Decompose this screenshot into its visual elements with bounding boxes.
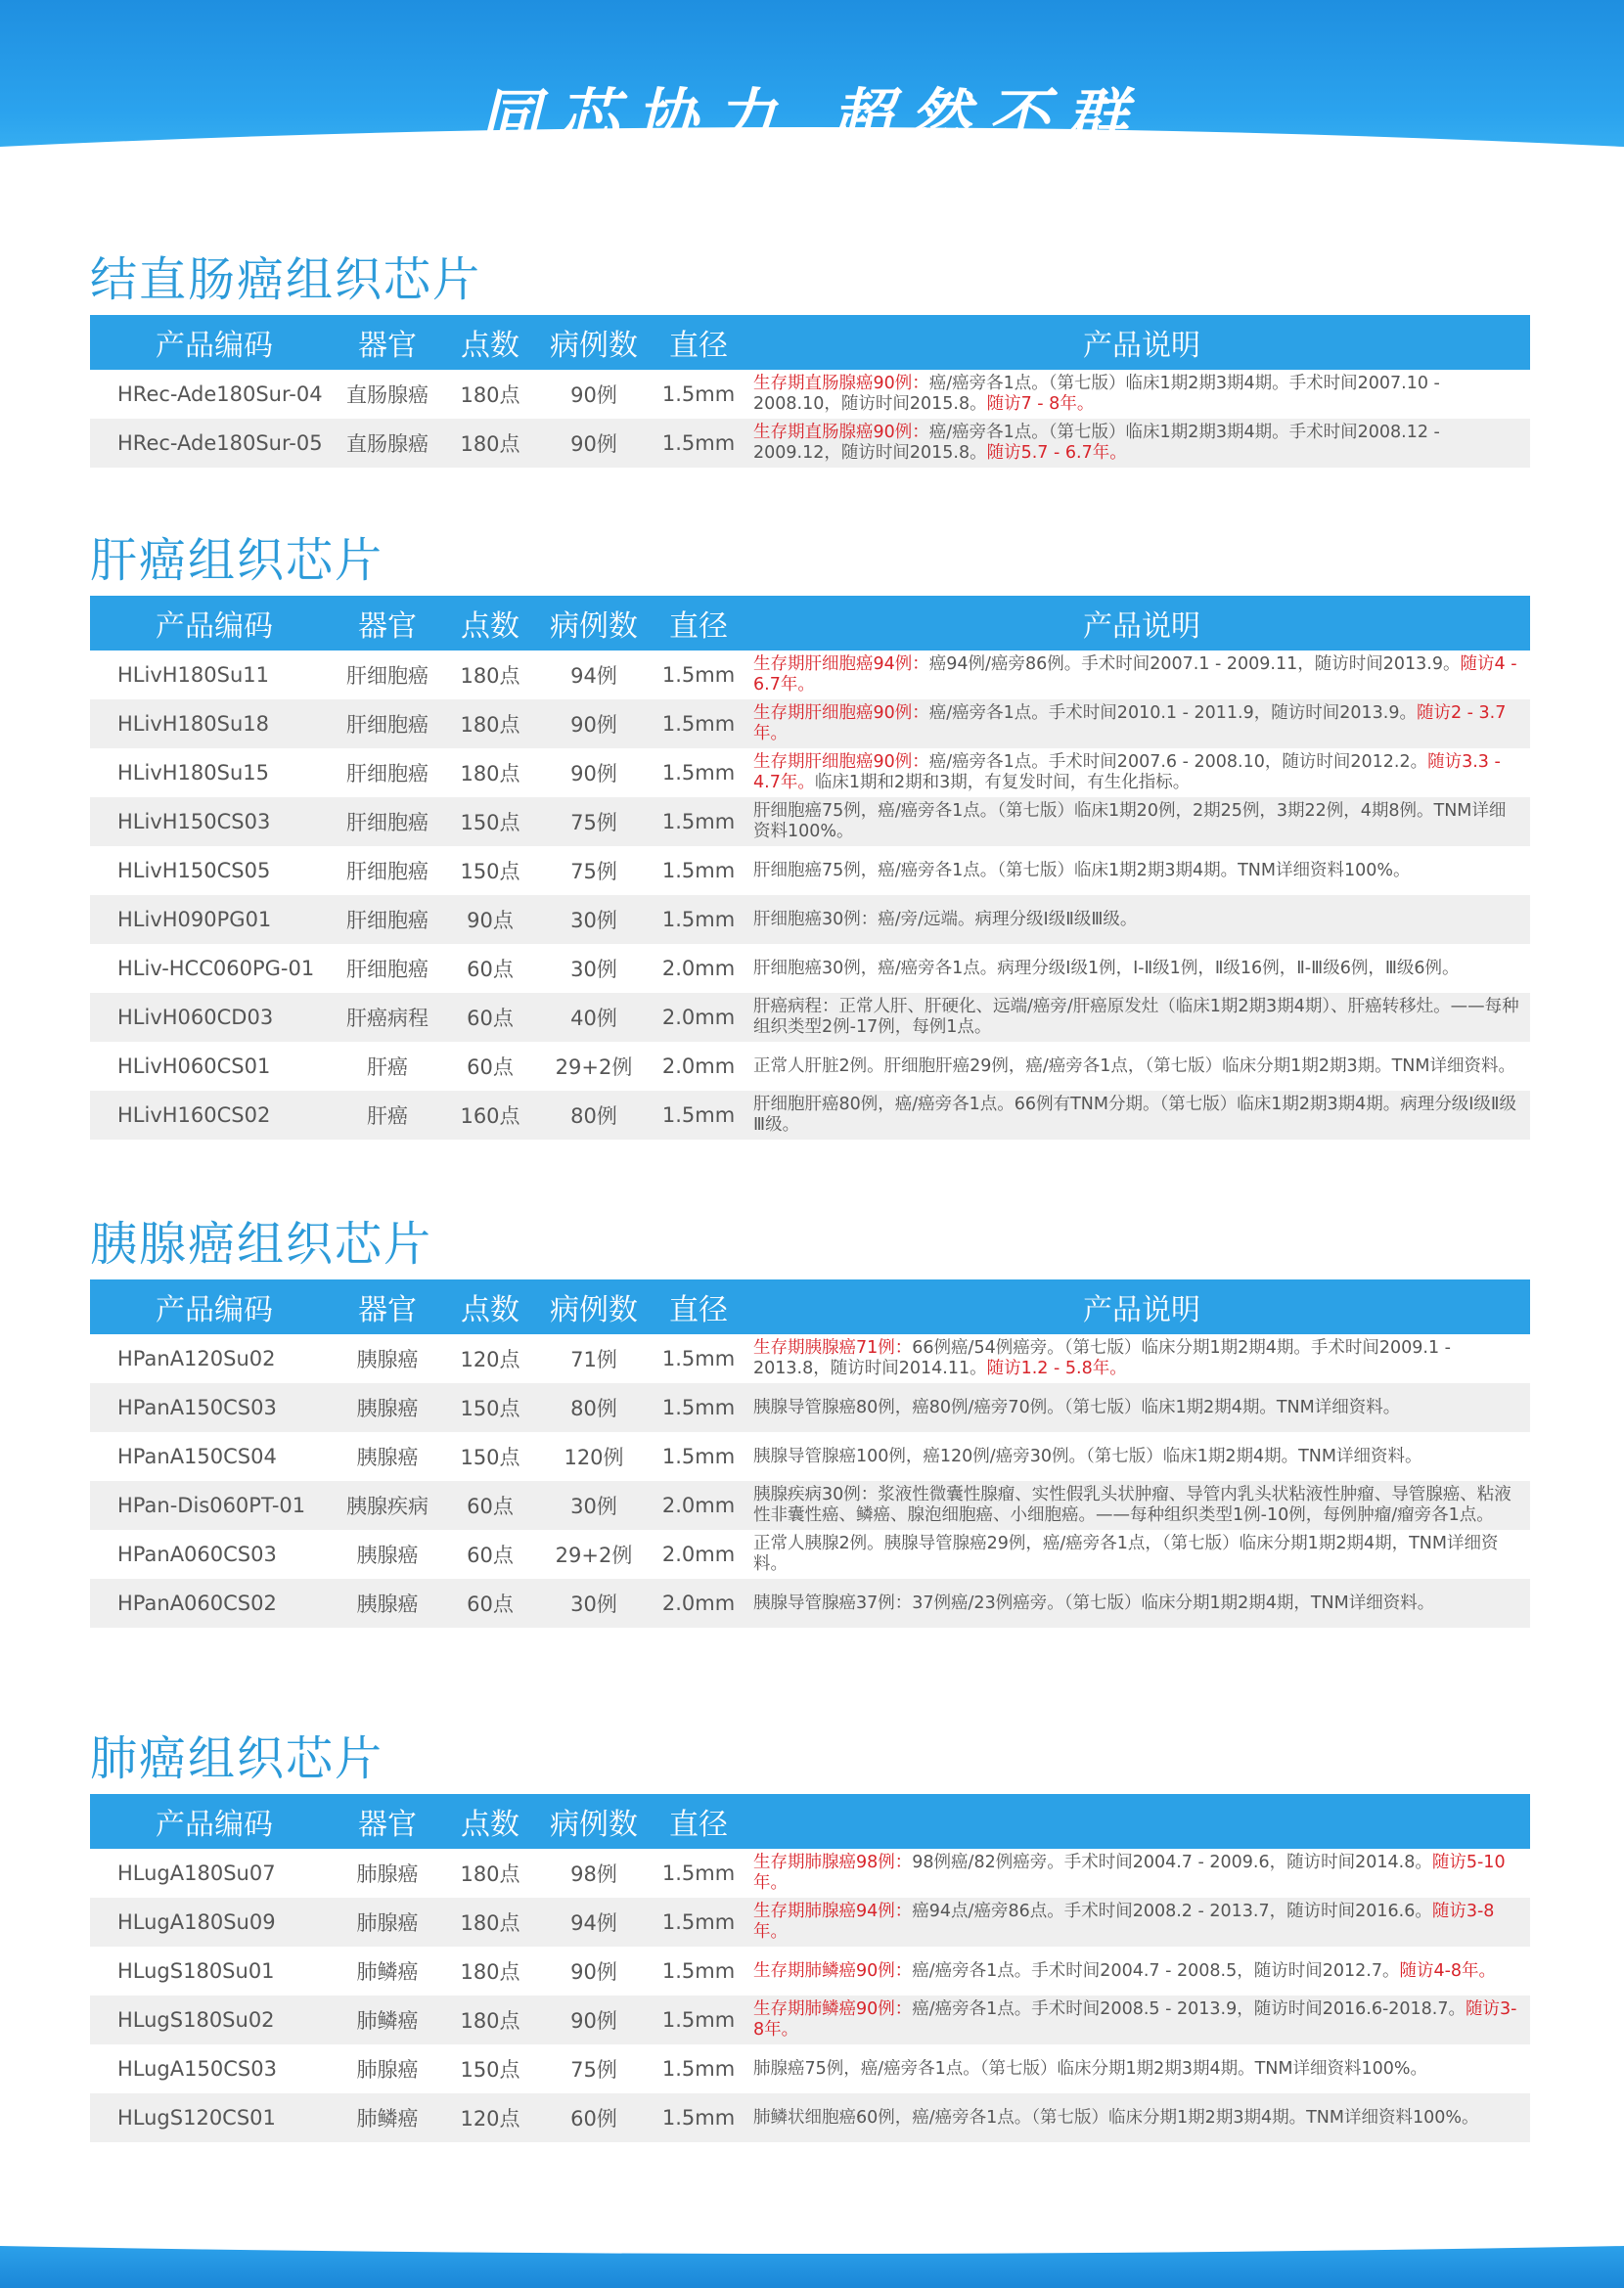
product-table: [90, 315, 1530, 468]
table-row: [90, 699, 1530, 748]
column-header: 器官: [358, 1808, 417, 1842]
section-pancreas: [90, 1209, 1530, 1628]
product-code: HLugS180Su01: [117, 1959, 275, 1983]
organ: 胰腺癌: [356, 1397, 419, 1420]
organ: 胰腺疾病: [346, 1495, 429, 1518]
description-text: 癌94例/癌旁86例。手术时间2007.1 - 2009.11，随访时间2013.9。: [928, 654, 1461, 674]
description-text: 肝细胞癌75例，癌/癌旁各1点。（第七版）临床1期2期3期4期。TNM详细资料100%。: [753, 860, 1411, 880]
description-text: 肝细胞肝癌80例，癌/癌旁各1点。66例有TNM分期。（第七版）临床1期2期3期4期。病理分级Ⅰ级Ⅱ级Ⅲ级。: [753, 1095, 1517, 1135]
description-highlight: 随访3-8年。: [753, 1999, 1517, 2040]
table-row: [90, 748, 1530, 797]
top-banner: [0, 0, 1624, 162]
organ: 肝细胞癌: [346, 713, 429, 737]
section-title: 胰腺癌组织芯片: [90, 1217, 433, 1272]
description-highlight: 随访5-10年。: [753, 1853, 1506, 1893]
diameter: 1.5mm: [661, 1910, 736, 1934]
case-count: 30例: [570, 1495, 617, 1518]
description-highlight: 生存期肝细胞癌90例：: [753, 752, 929, 772]
diameter: 2.0mm: [661, 1054, 736, 1078]
product-code: HPan-Dis060PT-01: [117, 1494, 306, 1517]
diameter: 1.5mm: [661, 1959, 736, 1983]
product-description: [753, 1849, 1530, 1898]
table-row: [90, 2093, 1530, 2142]
description-text: 正常人胰腺2例。胰腺导管腺癌29例，癌/癌旁各1点，（第七版）临床分期1期2期4期，TNM详细资料。: [753, 1534, 1499, 1574]
point-count: 180点: [460, 664, 520, 688]
column-header: 病例数: [550, 329, 638, 363]
column-header: 产品说明: [1083, 609, 1200, 644]
product-code: HLugA150CS03: [117, 2057, 277, 2081]
product-code: HLugA180Su07: [117, 1862, 276, 1885]
organ: 肝细胞癌: [346, 909, 429, 932]
description-highlight: 随访3-8年。: [753, 1902, 1495, 1942]
organ: 肝细胞癌: [346, 762, 429, 785]
point-count: 150点: [460, 1397, 520, 1420]
organ: 肝癌病程: [346, 1007, 429, 1030]
case-count: 90例: [570, 432, 617, 456]
case-count: 80例: [570, 1397, 617, 1420]
product-description: [753, 1383, 1530, 1432]
product-description: [753, 1996, 1530, 2044]
product-description: [753, 2093, 1530, 2142]
description-text: 肝细胞癌30例：癌/旁/远端。病理分级Ⅰ级Ⅱ级Ⅲ级。: [753, 909, 1138, 929]
description-text: 肝细胞癌75例，癌/癌旁各1点。（第七版）临床1期20例，2期25例，3期22例，4期8例。TNM详细资料100%。: [753, 801, 1507, 841]
diameter: 1.5mm: [661, 810, 736, 833]
diameter: 1.5mm: [661, 859, 736, 882]
case-count: 29+2例: [555, 1544, 633, 1567]
description-highlight: 生存期直肠腺癌90例：: [753, 423, 929, 442]
column-header: 产品编码: [156, 329, 273, 363]
product-description: [753, 1091, 1530, 1140]
organ: 肺鳞癌: [356, 2107, 419, 2131]
diameter: 1.5mm: [661, 1862, 736, 1885]
description-highlight: 生存期肺腺癌94例：: [753, 1902, 913, 1921]
column-header: 病例数: [550, 609, 638, 644]
diameter: 1.5mm: [661, 431, 736, 455]
point-count: 150点: [460, 2058, 520, 2082]
table-row: [90, 1383, 1530, 1432]
table-row: [90, 1849, 1530, 1898]
diameter: 1.5mm: [661, 2106, 736, 2130]
organ: 直肠腺癌: [346, 432, 429, 456]
point-count: 60点: [467, 1544, 514, 1567]
description-text: 癌/癌旁各1点。手术时间2007.6 - 2008.10，随访时间2012.2。: [928, 752, 1428, 772]
table-header-row: [90, 1279, 1530, 1334]
table-row: [90, 944, 1530, 993]
table-row: [90, 651, 1530, 699]
description-text: 癌/癌旁各1点。手术时间2008.5 - 2013.9，随访时间2016.6-2018.7。: [912, 1999, 1466, 2019]
column-header: 产品说明: [1083, 329, 1200, 363]
case-count: 90例: [570, 383, 617, 407]
product-code: HLivH160CS02: [117, 1103, 271, 1127]
column-header: 直径: [669, 609, 728, 644]
product-table: [90, 1794, 1530, 2142]
product-description: [753, 993, 1530, 1042]
description-highlight: 随访4-8年。: [1399, 1960, 1497, 1981]
point-count: 60点: [467, 958, 514, 981]
case-count: 80例: [570, 1104, 617, 1128]
product-code: HLivH060CS01: [117, 1054, 271, 1078]
description-text: 临床1期和2期和3期，有复发时间，有生化指标。: [814, 773, 1191, 792]
product-description: [753, 2044, 1530, 2093]
diameter: 2.0mm: [661, 1006, 736, 1029]
product-code: HLugS180Su02: [117, 2008, 275, 2032]
product-code: HPanA120Su02: [117, 1347, 276, 1370]
description-text: 胰腺导管腺癌80例，癌80例/癌旁70例。（第七版）临床1期2期4期。TNM详细资料。: [753, 1397, 1401, 1417]
point-count: 60点: [467, 1593, 514, 1616]
table-row: [90, 370, 1530, 419]
organ: 肺腺癌: [356, 1911, 419, 1935]
product-code: HLivH150CS05: [117, 859, 271, 882]
product-description: [753, 944, 1530, 993]
diameter: 2.0mm: [661, 1494, 736, 1517]
product-code: HLivH090PG01: [117, 908, 272, 931]
product-code: HLivH150CS03: [117, 810, 271, 833]
organ: 肝癌: [367, 1055, 408, 1079]
point-count: 60点: [467, 1007, 514, 1030]
diameter: 1.5mm: [661, 2008, 736, 2032]
point-count: 180点: [460, 1862, 520, 1886]
product-description: [753, 651, 1530, 699]
description-text: 66例癌/54例癌旁。（第七版）临床分期1期2期4期。手术时间2009.1 - 2013.8，随访时间2014.11。: [753, 1338, 1451, 1378]
diameter: 2.0mm: [661, 1592, 736, 1615]
organ: 肺腺癌: [356, 1862, 419, 1886]
point-count: 60点: [467, 1495, 514, 1518]
product-description: [753, 370, 1530, 419]
diameter: 1.5mm: [661, 1396, 736, 1419]
diameter: 1.5mm: [661, 382, 736, 406]
table-row: [90, 797, 1530, 846]
column-header: 产品编码: [156, 1808, 273, 1842]
product-code: HLugS120CS01: [117, 2106, 276, 2130]
column-header: 产品编码: [156, 609, 273, 644]
case-count: 90例: [570, 762, 617, 785]
product-description: [753, 1481, 1530, 1530]
diameter: 1.5mm: [661, 2057, 736, 2081]
point-count: 180点: [460, 713, 520, 737]
product-code: HLivH060CD03: [117, 1006, 274, 1029]
product-table: [90, 1279, 1530, 1628]
organ: 胰腺癌: [356, 1593, 419, 1616]
table-row: [90, 1947, 1530, 1996]
case-count: 90例: [570, 713, 617, 737]
section-title: 肝癌组织芯片: [90, 533, 384, 588]
product-description: [753, 797, 1530, 846]
case-count: 30例: [570, 958, 617, 981]
case-count: 30例: [570, 909, 617, 932]
bottom-band: [0, 2240, 1624, 2288]
description-highlight: 随访2 - 3.7年。: [753, 703, 1507, 743]
case-count: 94例: [570, 664, 617, 688]
column-header: 器官: [358, 1293, 417, 1327]
column-header: [753, 1794, 1530, 1849]
diameter: 1.5mm: [661, 1347, 736, 1370]
column-header: 直径: [669, 329, 728, 363]
table-row: [90, 1091, 1530, 1140]
table-row: [90, 1579, 1530, 1628]
section-title: 肺癌组织芯片: [90, 1731, 384, 1786]
organ: 肺腺癌: [356, 2058, 419, 2082]
description-text: 肺腺癌75例，癌/癌旁各1点。（第七版）临床分期1期2期3期4期。TNM详细资料100%。: [753, 2058, 1427, 2079]
column-header: 病例数: [550, 1293, 638, 1327]
description-text: 胰腺导管腺癌37例：37例癌/23例癌旁。（第七版）临床分期1期2期4期，TNM详细资料。: [753, 1593, 1435, 1613]
organ: 肝细胞癌: [346, 860, 429, 883]
point-count: 160点: [460, 1104, 520, 1128]
organ: 胰腺癌: [356, 1446, 419, 1469]
description-text: 肺鳞状细胞癌60例，癌/癌旁各1点。（第七版）临床分期1期2期3期4期。TNM详细资料100%。: [753, 2107, 1479, 2128]
table-header-row: [90, 596, 1530, 651]
description-highlight: 生存期直肠腺癌90例：: [753, 374, 929, 393]
description-text: 肝细胞癌30例，癌/癌旁各1点。病理分级Ⅰ级1例，Ⅰ-Ⅱ级1例，Ⅱ级16例，Ⅱ-Ⅲ级6例，Ⅲ级6例。: [753, 958, 1460, 978]
case-count: 90例: [570, 1960, 617, 1984]
description-text: 胰腺疾病30例：浆液性微囊性腺瘤、实性假乳头状肿瘤、导管内乳头状粘液性肿瘤、导管腺癌、粘液性非囊性癌、鳞癌、腺泡细胞癌、小细胞癌。——每种组织类型1例-10例，每例肿瘤/瘤旁各1点。: [753, 1485, 1511, 1525]
point-count: 150点: [460, 1446, 520, 1469]
product-code: HRec-Ade180Sur-05: [117, 431, 323, 455]
organ: 胰腺癌: [356, 1544, 419, 1567]
table-row: [90, 1898, 1530, 1947]
description-text: 癌/癌旁各1点。（第七版）临床1期2期3期4期。手术时间2008.12 - 2009.12，随访时间2015.8。: [753, 423, 1440, 463]
diameter: 1.5mm: [661, 663, 736, 687]
product-code: HRec-Ade180Sur-04: [117, 382, 323, 406]
case-count: 90例: [570, 2009, 617, 2033]
description-highlight: 随访3.3 - 4.7年。: [753, 752, 1501, 792]
section-title: 结直肠癌组织芯片: [90, 252, 482, 307]
table-row: [90, 1481, 1530, 1530]
organ: 胰腺癌: [356, 1348, 419, 1371]
description-highlight: 随访1.2 - 5.8年。: [986, 1359, 1127, 1378]
column-header: 直径: [669, 1808, 728, 1842]
description-highlight: 生存期胰腺癌71例：: [753, 1338, 913, 1358]
description-text: 肝癌病程：正常人肝、肝硬化、远端/癌旁/肝癌原发灶（临床1期2期3期4期）、肝癌转移灶。——每种组织类型2例-17例，每例1点。: [753, 997, 1519, 1037]
table-header-row: [90, 1794, 1530, 1849]
case-count: 94例: [570, 1911, 617, 1935]
product-description: [753, 748, 1530, 797]
diameter: 2.0mm: [661, 957, 736, 980]
table-row: [90, 1530, 1530, 1579]
column-header: 点数: [461, 1293, 519, 1327]
organ: 肝细胞癌: [346, 958, 429, 981]
description-highlight: 生存期肺腺癌98例：: [753, 1853, 913, 1872]
banner-title: 同芯协力 超然不群: [479, 81, 1145, 153]
diameter: 1.5mm: [661, 712, 736, 736]
point-count: 150点: [460, 811, 520, 834]
case-count: 75例: [570, 811, 617, 834]
diameter: 1.5mm: [661, 761, 736, 785]
table-row: [90, 993, 1530, 1042]
point-count: 60点: [467, 1055, 514, 1079]
product-code: HPanA060CS03: [117, 1543, 277, 1566]
product-description: [753, 1579, 1530, 1628]
column-header: 点数: [461, 609, 519, 644]
point-count: 120点: [460, 1348, 520, 1371]
point-count: 180点: [460, 762, 520, 785]
product-description: [753, 1530, 1530, 1579]
column-header: 器官: [358, 609, 417, 644]
description-highlight: 随访4 - 6.7年。: [753, 654, 1517, 695]
section-colorectal: [90, 245, 1530, 468]
case-count: 98例: [570, 1862, 617, 1886]
table-row: [90, 895, 1530, 944]
case-count: 75例: [570, 860, 617, 883]
product-code: HLivH180Su15: [117, 761, 269, 785]
product-code: HPanA060CS02: [117, 1592, 277, 1615]
product-description: [753, 1898, 1530, 1947]
description-text: 正常人肝脏2例。肝细胞肝癌29例，癌/癌旁各1点，（第七版）临床分期1期2期3期。TNM详细资料。: [753, 1055, 1515, 1076]
product-description: [753, 895, 1530, 944]
column-header: 产品说明: [1083, 1293, 1200, 1327]
case-count: 71例: [570, 1348, 617, 1371]
case-count: 60例: [570, 2107, 617, 2131]
column-header: 直径: [669, 1293, 728, 1327]
table-row: [90, 1334, 1530, 1383]
product-code: HPanA150CS04: [117, 1445, 277, 1468]
point-count: 90点: [467, 909, 514, 932]
point-count: 180点: [460, 2009, 520, 2033]
product-code: HPanA150CS03: [117, 1396, 277, 1419]
product-description: [753, 1947, 1530, 1996]
table-row: [90, 419, 1530, 468]
description-highlight: 生存期肝细胞癌94例：: [753, 654, 929, 674]
case-count: 120例: [564, 1446, 624, 1469]
column-header: 点数: [461, 329, 519, 363]
column-header: 点数: [461, 1808, 519, 1842]
description-text: 癌/癌旁各1点。（第七版）临床1期2期3期4期。手术时间2007.10 - 2008.10，随访时间2015.8。: [753, 374, 1440, 414]
description-text: 98例癌/82例癌旁。手术时间2004.7 - 2009.6，随访时间2014.8。: [912, 1853, 1432, 1872]
description-text: 胰腺导管腺癌100例，癌120例/癌旁30例。（第七版）临床1期2期4期。TNM详细资料。: [753, 1446, 1422, 1466]
description-highlight: 随访7 - 8年。: [986, 394, 1095, 414]
product-description: [753, 419, 1530, 468]
description-text: 癌/癌旁各1点。手术时间2004.7 - 2008.5，随访时间2012.7。: [912, 1960, 1400, 1981]
organ: 肝癌: [367, 1104, 408, 1128]
case-count: 29+2例: [555, 1055, 633, 1079]
point-count: 120点: [460, 2107, 520, 2131]
product-table: [90, 596, 1530, 1140]
organ: 直肠腺癌: [346, 383, 429, 407]
description-text: 癌/癌旁各1点。手术时间2010.1 - 2011.9，随访时间2013.9。: [928, 703, 1417, 723]
product-description: [753, 846, 1530, 895]
table-row: [90, 1996, 1530, 2044]
description-highlight: 生存期肝细胞癌90例：: [753, 703, 929, 723]
product-description: [753, 1334, 1530, 1383]
organ: 肺鳞癌: [356, 2009, 419, 2033]
table-row: [90, 1042, 1530, 1091]
organ: 肝细胞癌: [346, 811, 429, 834]
diameter: 1.5mm: [661, 908, 736, 931]
table-header-row: [90, 315, 1530, 370]
point-count: 180点: [460, 1911, 520, 1935]
description-highlight: 随访5.7 - 6.7年。: [986, 443, 1127, 463]
diameter: 1.5mm: [661, 1445, 736, 1468]
point-count: 180点: [460, 383, 520, 407]
section-lung: [90, 1724, 1530, 2142]
product-code: HLiv-HCC060PG-01: [117, 957, 315, 980]
point-count: 180点: [460, 432, 520, 456]
organ: 肺鳞癌: [356, 1960, 419, 1984]
diameter: 2.0mm: [661, 1543, 736, 1566]
column-header: 病例数: [550, 1808, 638, 1842]
table-row: [90, 2044, 1530, 2093]
column-header: 产品编码: [156, 1293, 273, 1327]
diameter: 1.5mm: [661, 1103, 736, 1127]
product-description: [753, 1432, 1530, 1481]
description-highlight: 生存期肺鳞癌90例：: [753, 1960, 913, 1981]
section-liver: [90, 525, 1530, 1140]
point-count: 150点: [460, 860, 520, 883]
column-header: 器官: [358, 329, 417, 363]
table-row: [90, 1432, 1530, 1481]
product-description: [753, 699, 1530, 748]
case-count: 30例: [570, 1593, 617, 1616]
case-count: 40例: [570, 1007, 617, 1030]
table-row: [90, 846, 1530, 895]
product-code: HLivH180Su11: [117, 663, 269, 687]
description-highlight: 生存期肺鳞癌90例：: [753, 1999, 913, 2019]
product-description: [753, 1042, 1530, 1091]
product-code: HLivH180Su18: [117, 712, 269, 736]
organ: 肝细胞癌: [346, 664, 429, 688]
point-count: 180点: [460, 1960, 520, 1984]
description-text: 癌94点/癌旁86点。手术时间2008.2 - 2013.7，随访时间2016.6。: [912, 1902, 1432, 1921]
product-code: HLugA180Su09: [117, 1910, 276, 1934]
case-count: 75例: [570, 2058, 617, 2082]
